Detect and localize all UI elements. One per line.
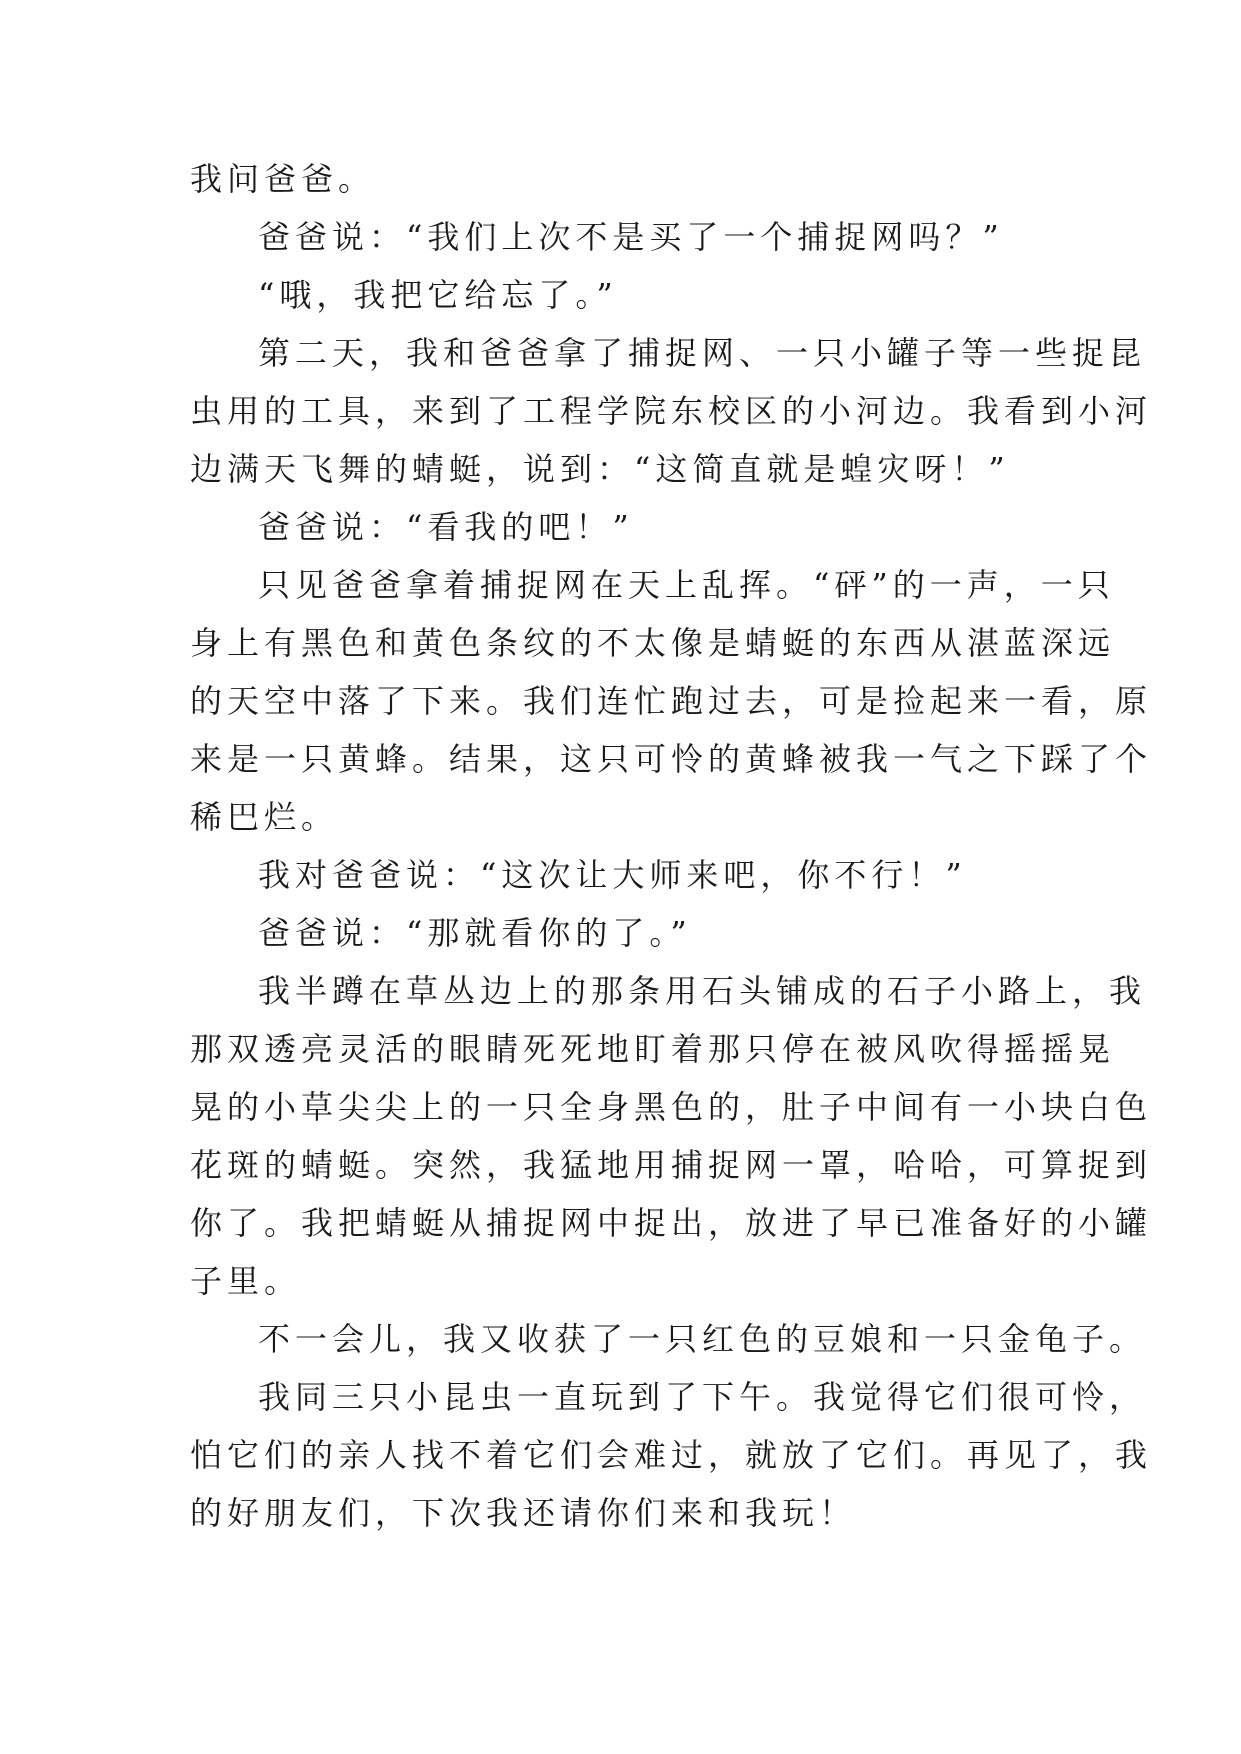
text-line: 来是一只黄蜂。结果，这只可怜的黄蜂被我一气之下踩了个 (190, 740, 1153, 778)
text-line: 你了。我把蜻蜓从捕捉网中捉出，放进了早已准备好的小罐 (190, 1204, 1153, 1242)
text-line: 不一会儿，我又收获了一只红色的豆娘和一只金龟子。 (258, 1320, 1147, 1358)
text-line: 爸爸说：“那就看你的了。” (258, 914, 692, 952)
text-line: 我问爸爸。 (190, 160, 376, 198)
text-line: 晃的小草尖尖上的一只全身黑色的，肚子中间有一小块白色 (190, 1088, 1153, 1126)
text-line: 第二天，我和爸爸拿了捕捉网、一只小罐子等一些捉昆 (258, 334, 1147, 372)
text-line: 花斑的蜻蜓。突然，我猛地用捕捉网一罩，哈哈，可算捉到 (190, 1146, 1153, 1184)
text-line: 我半蹲在草丛边上的那条用石头铺成的石子小路上，我 (258, 972, 1147, 1010)
text-line: 子里。 (190, 1262, 302, 1300)
text-line: 的好朋友们，下次我还请你们来和我玩！ (190, 1494, 857, 1532)
text-line: 稀巴烂。 (190, 798, 339, 836)
text-line: 爸爸说：“看我的吧！” (258, 508, 634, 546)
text-line: 只见爸爸拿着捕捉网在天上乱挥。“砰”的一声，一只 (258, 566, 1115, 604)
text-line: “哦，我把它给忘了。” (258, 276, 618, 314)
text-line: 我对爸爸说：“这次让大师来吧，你不行！” (258, 856, 967, 894)
text-line: 边满天飞舞的蜻蜓，说到：“这简直就是蝗灾呀！” (190, 450, 1010, 488)
text-line: 身上有黑色和黄色条纹的不太像是蜻蜓的东西从湛蓝深远 (190, 624, 1116, 662)
body-text (190, 150, 1153, 1542)
text-line: 我同三只小昆虫一直玩到了下午。我觉得它们很可怜， (258, 1378, 1147, 1416)
text-line: 怕它们的亲人找不着它们会难过，就放了它们。再见了，我 (190, 1436, 1153, 1474)
text-line: 爸爸说：“我们上次不是买了一个捕捉网吗？” (258, 218, 1004, 256)
text-line: 那双透亮灵活的眼睛死死地盯着那只停在被风吹得摇摇晃 (190, 1030, 1116, 1068)
text-line: 虫用的工具，来到了工程学院东校区的小河边。我看到小河 (190, 392, 1153, 430)
text-line: 的天空中落了下来。我们连忙跑过去，可是捡起来一看，原 (190, 682, 1153, 720)
